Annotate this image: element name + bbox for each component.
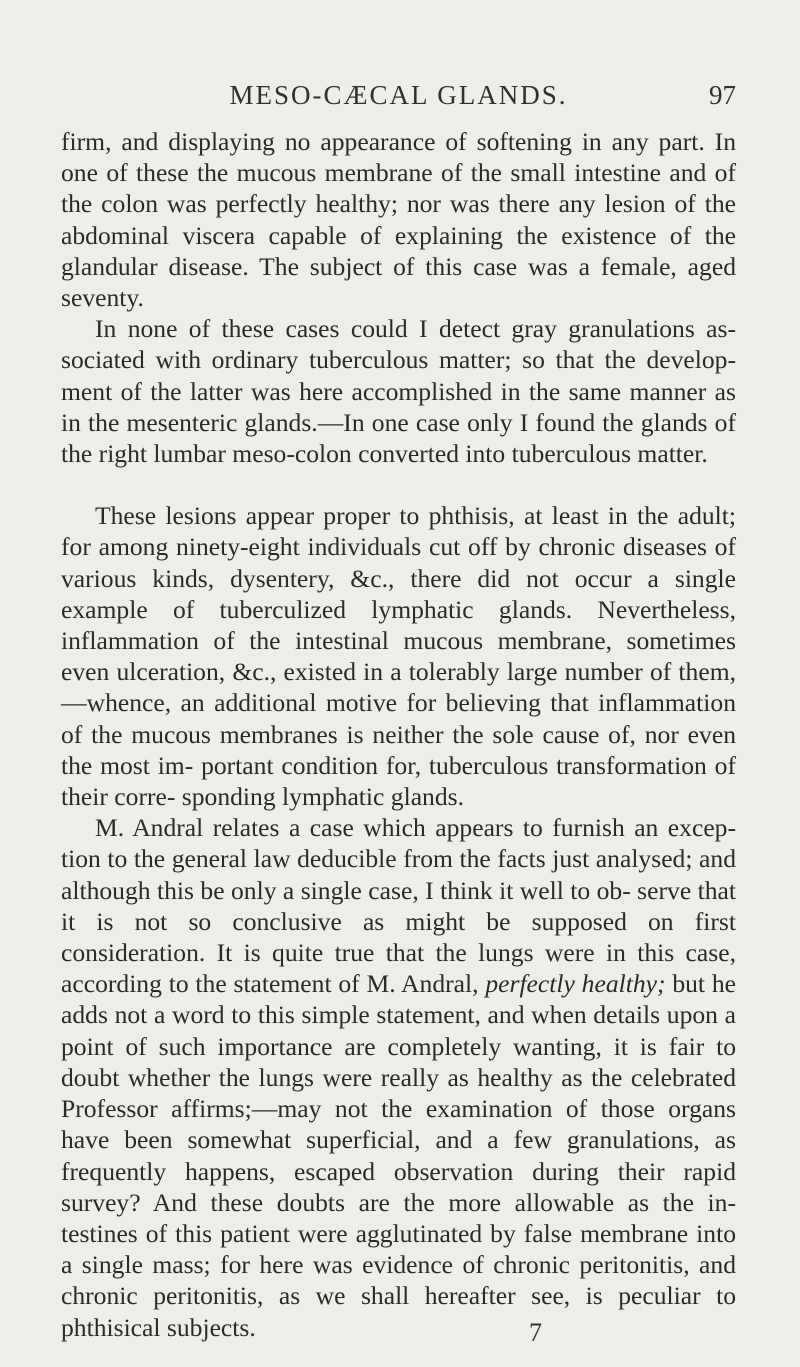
signature-mark: 7: [529, 1318, 542, 1347]
page-title: MESO-CÆCAL GLANDS.: [229, 80, 568, 110]
page-number: 97: [709, 80, 736, 110]
paragraph-3: These lesions appear proper to phthisis, at least in the adult; for among ninety-eight individuals cut off by chronic diseases of various kinds, dysentery, &c., there did not occur a single example of tuberculized lymphatic glands. Nevertheless, inflammation of the intestinal mucous membrane, sometimes even ulceration, &c., existed in a tolerably large number of them,—whence, an additional motive for believing that inflammation of the mucous membranes is neither the sole cause of, nor even the most im- portant condition for, tuberculous transformation of their corre- sponding lymphatic glands.: [61, 501, 736, 812]
paragraph-2: In none of these cases could I detect gray granulations as- sociated with ordinary tuberculous matter; so that the develop- ment of the latter was here accomplished in the same manner as in the mesenteric glands.—In one case only I found the glands of the right lumbar meso-colon converted into tuberculous matter.: [61, 314, 736, 469]
emphasis-text: perfectly healthy;: [485, 969, 666, 999]
paragraph-4-before: M. Andral relates a case which appears to furnish an excep- tion to the general law deducible from the facts just analysed; and although this be only a single case, I think it well to ob- serve that it is not so conclusive as might be supposed on first consideration. It is quite true that the lungs were in this case, according to the statement of M. Andral,: [61, 813, 736, 999]
running-head: [61, 80, 736, 114]
paragraph-1: firm, and displaying no appearance of softening in any part. In one of these the mucous membrane of the small intestine and of the colon was perfectly healthy; nor was there any lesion of the abdominal viscera capable of explaining the existence of the glandular disease. The subject of this case was a female, aged seventy.: [61, 127, 736, 313]
body-text: [61, 126, 736, 1343]
paragraph-4-after: but he adds not a word to this simple statement, and when details upon a point of such importance are completely wanting, it is fair to doubt whether the lungs were really as healthy as the celebrated Professor affirms;—may not the examination of those organs have been somewhat superficial, and a few granulations, as frequently happens, escaped observation during their rapid survey? And these doubts are the more allowable as the in- testines of this patient were agglutinated by false membrane into a single mass; for here was evidence of chronic peritonitis, and chronic peritonitis, as we shall hereafter see, is peculiar to phthisical subjects.: [61, 969, 736, 1342]
paragraph-4: [61, 812, 736, 1342]
